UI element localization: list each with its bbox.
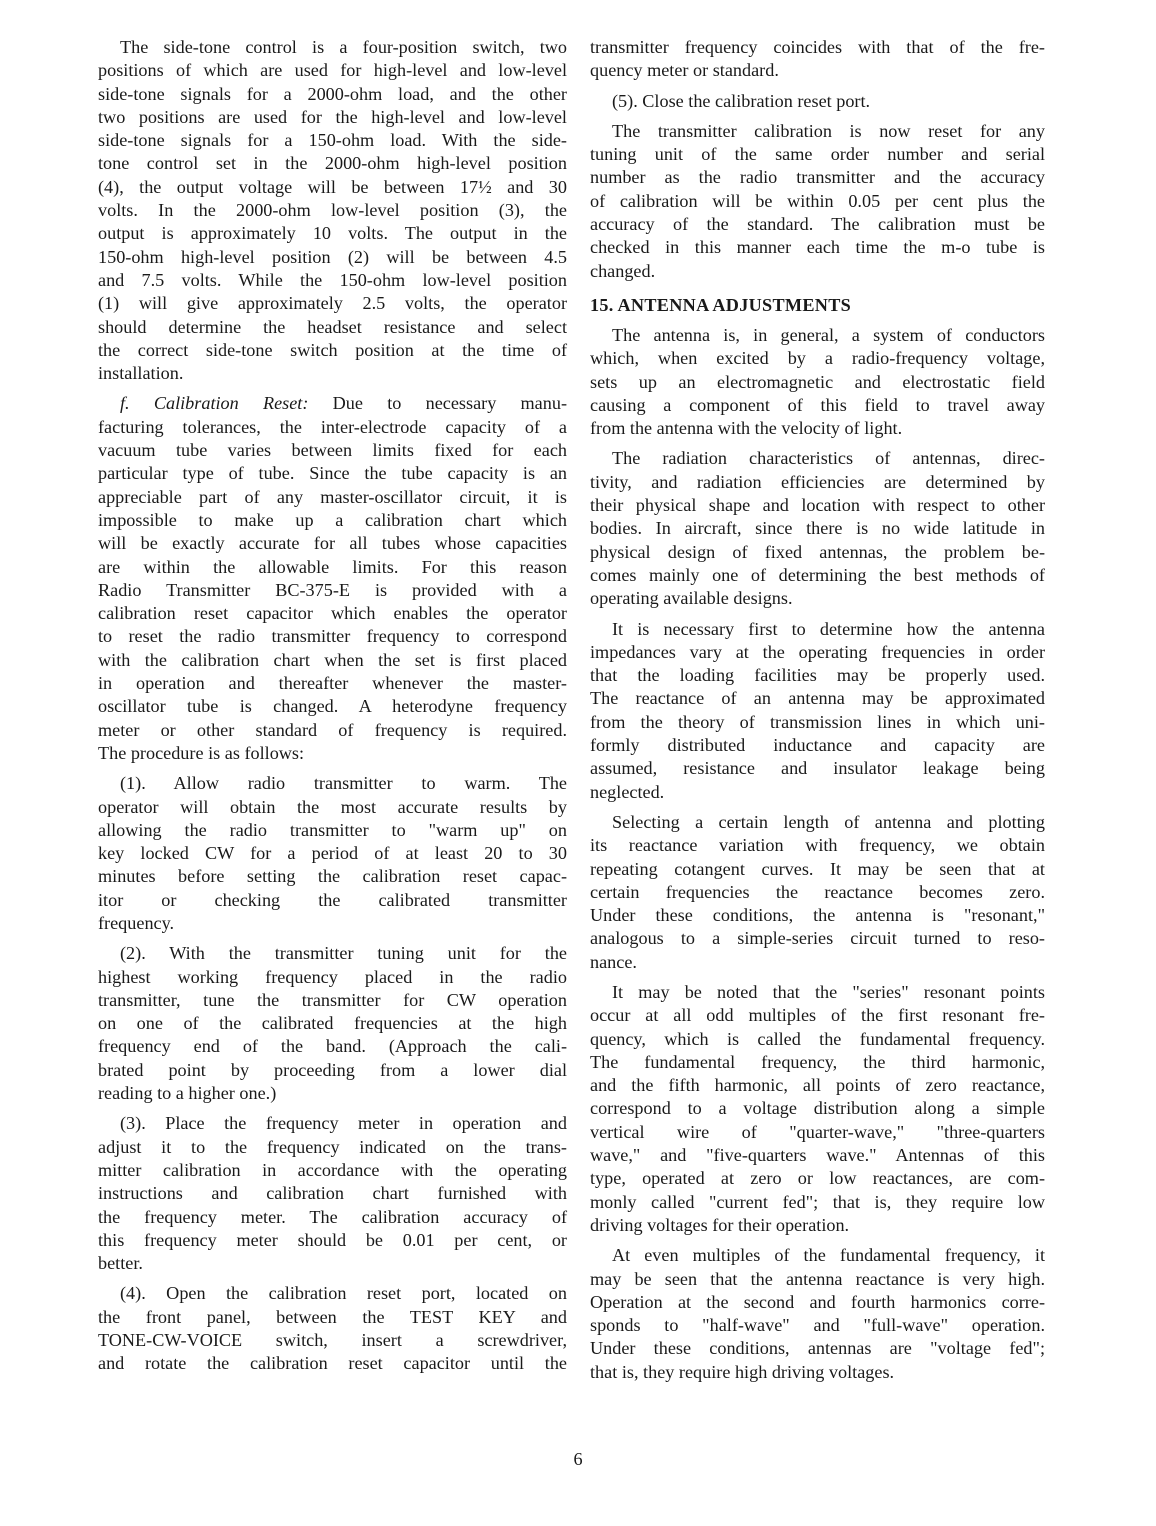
- text-line: and the fifth harmonic, all points of zero reactance,: [590, 1075, 1045, 1096]
- text-line: transmitter frequency coincides with that of the fre-: [590, 37, 1045, 57]
- text-line: Under these conditions, the antenna is "resonant,": [590, 905, 1045, 926]
- text-line: with the calibration chart when the set is first placed: [98, 649, 567, 670]
- text-line: The transmitter calibration is now reset for any: [612, 120, 1045, 141]
- text-line: accuracy of the standard. The calibration must be: [590, 214, 1045, 235]
- text-line: formly distributed inductance and capacity are: [590, 735, 1045, 756]
- text-line: volts. In the 2000-ohm low-level position (3), the: [98, 200, 567, 221]
- text-line: causing a component of this field to travel away: [590, 394, 1045, 415]
- paragraph: [590, 618, 1045, 804]
- text-line: frequency end of the band. (Approach the cali-: [98, 1036, 567, 1057]
- text-line: will be exactly accurate for all tubes whose capacities: [98, 533, 567, 554]
- text-line: brated point by proceeding from a lower dial: [98, 1059, 567, 1080]
- text-line: tuning unit of the same order number and serial: [590, 144, 1045, 165]
- paragraph: [98, 772, 567, 935]
- paragraph: [590, 90, 1045, 113]
- text-line: key locked CW for a period of at least 20 to 30: [98, 843, 567, 864]
- text-line: installation.: [98, 363, 184, 384]
- text-line: number as the radio transmitter and the accuracy: [590, 167, 1045, 188]
- text-line: facturing tolerances, the inter-electrode capacity of a: [98, 416, 567, 437]
- text-line: better.: [98, 1253, 143, 1274]
- left-column: [98, 36, 567, 1383]
- text-line: At even multiples of the fundamental frequency, it: [612, 1245, 1045, 1266]
- text-line: its reactance variation with frequency, we obtain: [590, 835, 1045, 856]
- text-line: bodies. In aircraft, since there is no wide latitude in: [590, 518, 1045, 539]
- text-line: output is approximately 10 volts. The output in the: [98, 223, 567, 244]
- text-line: repeating cotangent curves. It may be seen that at: [590, 858, 1045, 879]
- text-line: the front panel, between the TEST KEY and: [98, 1306, 567, 1327]
- text-line: (1) will give approximately 2.5 volts, the operator: [98, 293, 567, 314]
- text-line: frequency.: [98, 912, 175, 933]
- paragraph: [98, 942, 567, 1105]
- text-line: should determine the headset resistance and select: [98, 316, 567, 337]
- text-line: type, operated at zero or low reactances, are com-: [590, 1168, 1045, 1189]
- text-line: side-tone signals for a 150-ohm load. With the side-: [98, 130, 567, 151]
- right-column: [590, 36, 1045, 1391]
- text-line: to reset the radio transmitter frequency to correspond: [98, 626, 567, 647]
- text-line: comes mainly one of determining the best methods of: [590, 564, 1045, 585]
- text-line: nance.: [590, 951, 637, 972]
- text-line: transmitter, tune the transmitter for CW operation: [98, 989, 567, 1010]
- run-in-heading: f. Calibration Reset:: [120, 393, 309, 414]
- text-line: in operation and thereafter whenever the master-: [98, 673, 567, 694]
- text-line: The procedure is as follows:: [98, 742, 305, 763]
- text-line: side-tone signals for a 2000-ohm load, and the other: [98, 83, 567, 104]
- paragraph: [590, 36, 1045, 83]
- text-line: the correct side-tone switch position at the time of: [98, 339, 567, 360]
- paragraph: [98, 392, 567, 765]
- text-line: (4). Open the calibration reset port, located on: [120, 1283, 567, 1304]
- text-line: particular type of tube. Since the tube capacity is an: [98, 463, 567, 484]
- text-line: of calibration will be within 0.05 per cent plus the: [590, 190, 1045, 211]
- text-line: that is, they require high driving voltages.: [590, 1361, 895, 1382]
- text-line: on one of the calibrated frequencies at the high: [98, 1013, 567, 1034]
- text-line: and rotate the calibration reset capacitor until the: [98, 1353, 567, 1374]
- text-line: analogous to a simple-series circuit turned to reso-: [590, 928, 1045, 949]
- text-line: positions of which are used for high-level and low-level: [98, 60, 567, 81]
- text-line: TONE-CW-VOICE switch, insert a screwdriver,: [98, 1330, 567, 1351]
- section-heading: 15. ANTENNA ADJUSTMENTS: [590, 294, 852, 315]
- text-line: may be seen that the antenna reactance is very high.: [590, 1268, 1045, 1289]
- text-line: tone control set in the 2000-ohm high-level position: [98, 153, 567, 174]
- text-line: appreciable part of any master-oscillator circuit, it is: [98, 486, 567, 507]
- text-line: 150-ohm high-level position (2) will be between 4.5: [98, 246, 567, 267]
- text-line: from the antenna with the velocity of light.: [590, 418, 903, 439]
- text-line: itor or checking the calibrated transmitter: [98, 889, 567, 910]
- paragraph: [590, 981, 1045, 1237]
- text-line: and 7.5 volts. While the 150-ohm low-level position: [98, 269, 567, 290]
- paragraph: [590, 447, 1045, 610]
- text-line: highest working frequency placed in the radio: [98, 966, 567, 987]
- text-line: It is necessary first to determine how the antenna: [612, 618, 1045, 639]
- text-line: certain frequencies the reactance becomes zero.: [590, 881, 1045, 902]
- text-line: driving voltages for their operation.: [590, 1214, 850, 1235]
- text-line: that the loading facilities may be properly used.: [590, 665, 1045, 686]
- text-line: vertical wire of "quarter-wave," "three-quarters: [590, 1121, 1045, 1142]
- text-line: are within the allowable limits. For this reason: [98, 556, 567, 577]
- text-line: The antenna is, in general, a system of conductors: [612, 324, 1045, 345]
- text-line: occur at all odd multiples of the first resonant fre-: [590, 1005, 1045, 1026]
- text-line: physical design of fixed antennas, the problem be-: [590, 541, 1045, 562]
- text-line: wave," and "five-quarters wave." Antennas of this: [590, 1145, 1045, 1166]
- text-line: calibration reset capacitor which enables the operator: [98, 603, 567, 624]
- text-line: (3). Place the frequency meter in operation and: [120, 1113, 567, 1134]
- text-line: The fundamental frequency, the third harmonic,: [590, 1051, 1045, 1072]
- text-line: The side-tone control is a four-position switch, two: [120, 37, 567, 57]
- paragraph: [98, 36, 567, 385]
- text-line: quency meter or standard.: [590, 60, 779, 81]
- text-line: the frequency meter. The calibration accuracy of: [98, 1206, 567, 1227]
- text-line: which, when excited by a radio-frequency voltage,: [590, 348, 1045, 369]
- text-line: (5). Close the calibration reset port.: [612, 90, 871, 111]
- text-line: neglected.: [590, 781, 665, 802]
- text-line: (4), the output voltage will be between 17½ and 30: [98, 176, 567, 197]
- paragraph: [590, 811, 1045, 974]
- text-line: allowing the radio transmitter to "warm up" on: [98, 819, 567, 840]
- paragraph: [590, 1244, 1045, 1384]
- text-line: meter or other standard of frequency is required.: [98, 719, 567, 740]
- text-line: changed.: [590, 260, 656, 281]
- text-line: operating available designs.: [590, 588, 793, 609]
- text-line: impedances vary at the operating frequencies in order: [590, 641, 1045, 662]
- text-line: their physical shape and location with respect to other: [590, 495, 1045, 516]
- text-line: this frequency meter should be 0.01 per cent, or: [98, 1229, 567, 1250]
- text-line: It may be noted that the "series" resonant points: [612, 981, 1045, 1002]
- text-line: sets up an electromagnetic and electrostatic field: [590, 371, 1045, 392]
- paragraph: [590, 120, 1045, 283]
- text-line: vacuum tube varies between limits fixed for each: [98, 440, 567, 461]
- page-number: 6: [573, 1449, 583, 1469]
- text-line: adjust it to the frequency indicated on the trans-: [98, 1136, 567, 1157]
- text-line: from the theory of transmission lines in which uni-: [590, 711, 1045, 732]
- text-line: sponds to "half-wave" and "full-wave" operation.: [590, 1315, 1045, 1336]
- text-line: tivity, and radiation efficiencies are determined by: [590, 471, 1045, 492]
- text-line: operator will obtain the most accurate results by: [98, 796, 567, 817]
- text-line: Radio Transmitter BC-375-E is provided with a: [98, 579, 567, 600]
- text-line: impossible to make up a calibration chart which: [98, 509, 567, 530]
- text-line: (1). Allow radio transmitter to warm. The: [120, 773, 567, 794]
- text-line: Under these conditions, antennas are "voltage fed";: [590, 1338, 1045, 1359]
- text-line: Operation at the second and fourth harmonics corre-: [590, 1291, 1045, 1312]
- text-line: assumed, resistance and insulator leakage being: [590, 758, 1045, 779]
- text-line: mitter calibration in accordance with the operating: [98, 1159, 567, 1180]
- text-line: two positions are used for the high-level and low-level: [98, 106, 567, 127]
- text-line: monly called "current fed"; that is, they require low: [590, 1191, 1045, 1212]
- text-line: The radiation characteristics of antennas, direc-: [612, 448, 1045, 469]
- text-line: checked in this manner each time the m-o tube is: [590, 237, 1045, 258]
- text-line: instructions and calibration chart furnished with: [98, 1183, 567, 1204]
- paragraph: [98, 1282, 567, 1375]
- text-line: minutes before setting the calibration reset capac-: [98, 866, 567, 887]
- paragraph: [590, 324, 1045, 440]
- text-line: (2). With the transmitter tuning unit for the: [120, 943, 567, 964]
- line-text: Due to necessary manu-: [332, 393, 567, 414]
- text-line: The reactance of an antenna may be approximated: [590, 688, 1045, 709]
- text-line: correspond to a voltage distribution along a simple: [590, 1098, 1045, 1119]
- paragraph: [98, 1112, 567, 1275]
- text-line: quency, which is called the fundamental frequency.: [590, 1028, 1045, 1049]
- text-line: reading to a higher one.): [98, 1083, 277, 1104]
- text-line: [98, 392, 567, 415]
- text-line: Selecting a certain length of antenna and plotting: [612, 811, 1045, 832]
- text-line: oscillator tube is changed. A heterodyne frequency: [98, 696, 567, 717]
